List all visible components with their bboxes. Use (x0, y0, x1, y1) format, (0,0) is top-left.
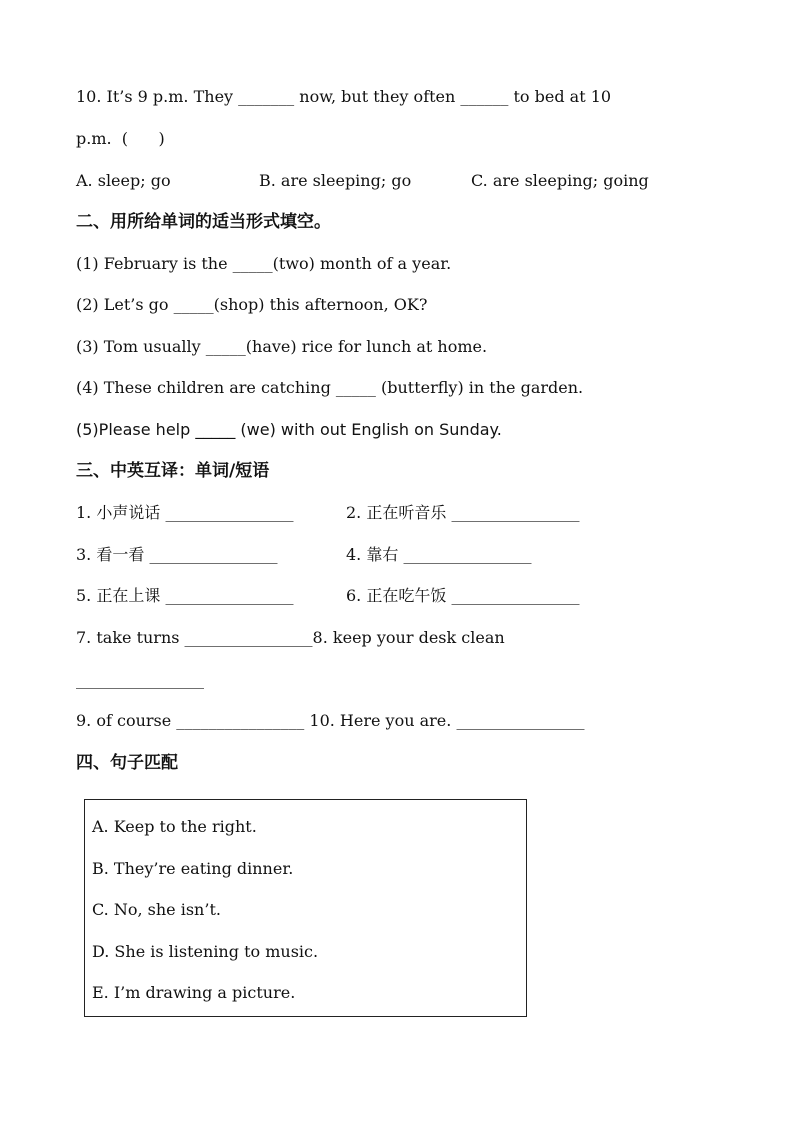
translate-item-9-10: 9. of course ________________ 10. Here you are. ________________ (76, 711, 585, 730)
answer-b: B. They’re eating dinner. (92, 859, 294, 878)
translate-item-4: 4. 靠右 ________________ (346, 545, 532, 564)
translate-item-2: 2. 正在听音乐 ________________ (346, 503, 580, 522)
fill-item-4: (4) These children are catching _____ (butterfly) in the garden. (76, 378, 584, 397)
answer-a: A. Keep to the right. (92, 817, 257, 836)
translate-item-7-8: 7. take turns ________________8. keep your desk clean (76, 628, 505, 647)
answer-box (84, 799, 527, 1017)
translate-item-5: 5. 正在上课 ________________ (76, 586, 294, 605)
option-c: C. are sleeping; going (471, 171, 649, 190)
fill-item-3: (3) Tom usually _____(have) rice for lunch at home. (76, 337, 488, 356)
translate-item-1: 1. 小声说话 ________________ (76, 503, 294, 522)
section-3-title: 三、中英互译：单词/短语 (76, 461, 270, 481)
fill-item-2: (2) Let’s go _____(shop) this afternoon, OK? (76, 295, 428, 314)
option-a: A. sleep; go (76, 171, 171, 190)
answer-c: C. No, she isn’t. (92, 900, 221, 919)
fill-item-1: (1) February is the _____(two) month of a year. (76, 254, 452, 273)
fill-item-5: (5)Please help _____ (we) with out English on Sunday. (76, 420, 502, 439)
question-10-line-2: p.m. ( ) (76, 129, 165, 148)
translate-item-3: 3. 看一看 ________________ (76, 545, 278, 564)
answer-d: D. She is listening to music. (92, 942, 319, 961)
translate-item-6: 6. 正在吃午饭 ________________ (346, 586, 580, 605)
translate-item-8-blank: ________________ (76, 670, 204, 689)
answer-e: E. I’m drawing a picture. (92, 983, 296, 1002)
section-4-title: 四、句子匹配 (76, 753, 178, 773)
option-b: B. are sleeping; go (259, 171, 412, 190)
section-2-title: 二、用所给单词的适当形式填空。 (76, 212, 331, 232)
question-10-line-1: 10. It’s 9 p.m. They _______ now, but they often ______ to bed at 10 (76, 87, 612, 106)
